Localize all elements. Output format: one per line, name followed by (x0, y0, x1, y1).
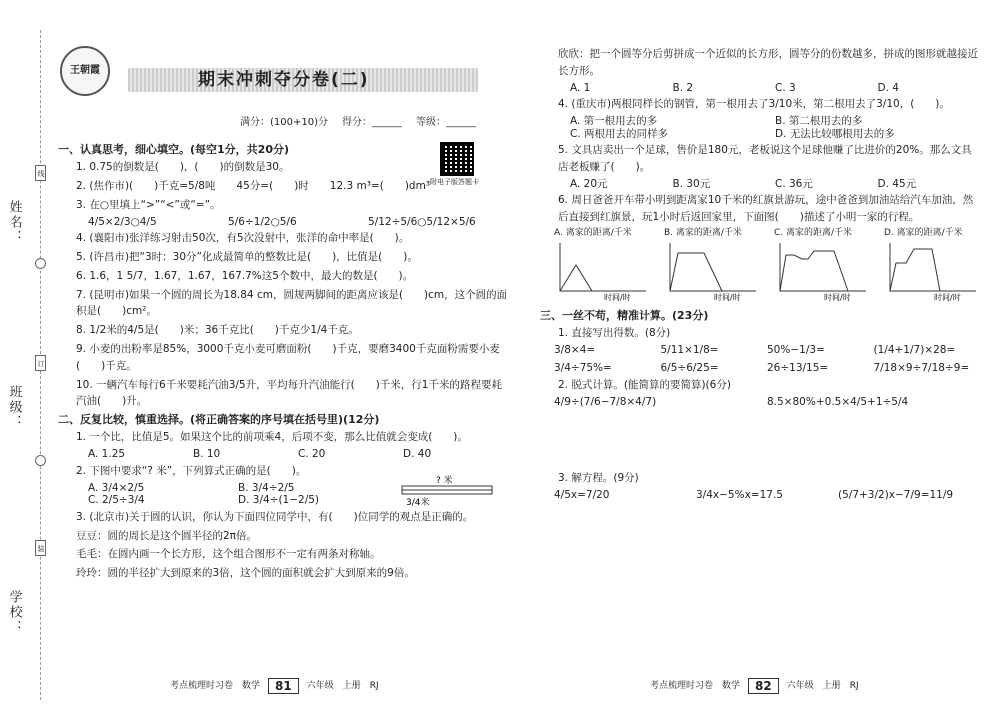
question: 7. (昆明市)如果一个圆的周长为18.84 cm，圆规两脚间的距离应该是( )cm，这个圆的面积是( )cm²。 (76, 288, 508, 318)
x-axis-label: 时间/时 (934, 292, 961, 301)
question: 4. (重庆市)两根同样长的钢管，第一根用去了3/10米，第二根用去了3/10，( )。 (558, 98, 950, 111)
chart-a-plot (554, 239, 650, 301)
question: 5. (许昌市)把“3时：30分”化成最简单的整数比是( )，比值是( )。 (76, 250, 418, 263)
question: 5. 文具店卖出一个足球，售价是180元，老板说这个足球他赚了比进价的20%。那么文具店老板赚了( )。 (558, 144, 972, 173)
section-2-title: 二、反复比较，慎重选择。(将正确答案的序号填在括号里)(12分) (58, 413, 380, 427)
question: 6. 周日爸爸开车带小明到距离家10千米的红旗景游玩，途中爸爸到加油站给汽车加油，然后直接到红旗景，玩1小时后返回家里，下面图( )描述了小明一家的行程。 (558, 194, 974, 224)
footer-text: 六年级 上册 RJ (306, 680, 379, 691)
work-area[interactable] (540, 408, 980, 468)
footer-text: 考点梳理时习卷 数学 (650, 680, 741, 691)
option: B. 3/4÷2/5 (238, 481, 295, 494)
question: 1. 0.75的倒数是( )，( )的倒数是30。 (76, 161, 290, 174)
binding-hole (35, 258, 46, 269)
calc-row (554, 362, 980, 375)
question: 10. 一辆汽车每行6千米要耗汽油3/5升，平均每升汽油能行( )千米，行1千米的路程要耗汽油( )升。 (76, 378, 502, 408)
compare-row (88, 216, 508, 229)
section-3-title: 三、一丝不苟，精准计算。(23分) (540, 308, 709, 322)
fig-label: 3/4米 (406, 497, 430, 508)
tag-line: 线 (35, 165, 46, 181)
option: A. 1 (570, 81, 591, 94)
options (570, 128, 980, 141)
calc-row (554, 396, 980, 409)
chart-label: D. 离家的距离/千米 (884, 227, 963, 238)
calc-item: 6/5÷6/25= (660, 362, 719, 375)
name-label: 姓名： (6, 200, 22, 245)
compare-item: 4/5×2/3○4/5 (88, 215, 157, 228)
footer-text: 六年级 上册 RJ (786, 680, 859, 691)
chart-c-plot (774, 239, 870, 301)
option: A. 3/4×2/5 (88, 481, 145, 494)
chart-b-plot (664, 239, 760, 301)
segment-figure (398, 474, 498, 508)
chart-c (774, 228, 870, 301)
tag-bind: 订 (35, 355, 46, 371)
grade-field: 等级：______ (416, 117, 476, 128)
header (58, 44, 490, 92)
q2-block (58, 475, 508, 508)
tag-staple: 装 (35, 540, 46, 556)
chart-label: B. 离家的距离/千米 (664, 227, 742, 238)
school-label: 学校： (6, 590, 22, 635)
question: 3. 在○里填上“>”“<”或“=”。 (76, 198, 221, 211)
options (570, 178, 980, 191)
fig-label: ? 米 (436, 475, 453, 486)
part-title: 1. 直接写出得数。(8分) (558, 326, 671, 339)
calc-item: 8.5×80%+0.5×4/5+1÷5/4 (767, 395, 909, 408)
option: B. 2 (672, 81, 694, 94)
option: D. 45元 (877, 177, 917, 190)
calc-item: 3/4÷75%= (554, 362, 612, 375)
footer-left (170, 678, 379, 694)
binding-hole (35, 455, 46, 466)
option: C. 3 (775, 81, 796, 94)
equation-row (554, 489, 980, 502)
compare-item: 5/12÷5/6○5/12×5/6 (368, 215, 476, 228)
option: C. 20 (298, 448, 326, 461)
equation: 3/4x−5%x=17.5 (696, 489, 783, 502)
option: C. 36元 (775, 177, 813, 190)
x-axis-label: 时间/时 (714, 292, 741, 301)
equation: (5/7+3/2)x−7/9=11/9 (838, 489, 954, 502)
question: 6. 1.6，1 5/7，1.67，1.67̇，167.7%这5个数中，最大的数是( )。 (76, 269, 414, 282)
page-title: 期末冲刺夺分卷(二) (198, 70, 370, 90)
chart-label: C. 离家的距离/千米 (774, 227, 853, 238)
question: 3. (北京市)关于圆的认识，你认为下面四位同学中，有( )位同学的观点是正确的。 (76, 510, 474, 523)
option: A. 第一根用去的多 (570, 114, 658, 127)
option: D. 3/4÷(1−2/5) (238, 494, 320, 507)
question: 2. 下图中要求“? 米”，下列算式正确的是( )。 (76, 464, 307, 477)
footer-right (650, 678, 859, 694)
full-score: 满分：(100+10)分 (240, 117, 328, 128)
option: A. 1.25 (88, 448, 126, 461)
calc-item: 50%−1/3= (767, 343, 825, 356)
journey-charts (554, 228, 980, 301)
option: D. 40 (403, 448, 432, 461)
statement: 欣欣：把一个圆等分后剪拼成一个近似的长方形，圆等分的份数越多，拼成的图形就越接近长方形。 (558, 48, 978, 77)
brand-logo: 王朝霞 (60, 46, 110, 96)
question: 9. 小麦的出粉率是85%，3000千克小麦可磨面粉( )千克，要磨3400千克面粉需要小麦( )千克。 (76, 342, 500, 372)
score-field: 得分：______ (342, 117, 402, 128)
options (570, 115, 980, 128)
section-1-title: 一、认真思考，细心填空。(每空1分，共20分) (58, 143, 290, 156)
statement: 玲玲：圆的半径扩大到原来的3倍，这个圆的面积就会扩大到原来的9倍。 (76, 567, 415, 580)
options (88, 482, 388, 495)
calc-row (554, 344, 980, 357)
left-column (58, 140, 508, 584)
options (88, 448, 508, 461)
question: 2. (焦作市)( )千克=5/8吨 45分=( )时 12.3 m³=( )dm³ (76, 179, 431, 192)
statement: 豆豆：圆的周长是这个圆半径的2π倍。 (76, 529, 258, 542)
footer-text: 考点梳理时习卷 数学 (170, 680, 261, 691)
equation: 4/5x=7/20 (554, 489, 610, 502)
options (570, 82, 980, 95)
option: C. 两根用去的同样多 (570, 127, 669, 140)
chart-d-plot (884, 239, 980, 301)
binding-margin (0, 0, 44, 717)
x-axis-label: 时间/时 (824, 292, 851, 301)
calc-item: 3/8×4= (554, 343, 596, 356)
part-title: 2. 脱式计算。(能简算的要简算)(6分) (558, 378, 731, 391)
qr-caption: 附电子版答题卡 (430, 178, 479, 186)
question: 8. 1/2米的4/5是( )米；36千克比( )千克少1/4千克。 (76, 324, 359, 337)
chart-d (884, 228, 980, 301)
chart-a (554, 228, 650, 301)
option: A. 20元 (570, 177, 608, 190)
page-number: 82 (748, 678, 779, 694)
calc-item: 5/11×1/8= (660, 343, 719, 356)
option: C. 2/5÷3/4 (88, 494, 145, 507)
option: D. 4 (877, 81, 899, 94)
class-label: 班级： (6, 385, 22, 430)
option: B. 第二根用去的多 (775, 114, 863, 127)
options (88, 494, 388, 507)
question: 1. 一个比，比值是5。如果这个比的前项乘4，后项不变，那么比值就会变成( )。 (76, 431, 468, 444)
chart-b (664, 228, 760, 301)
calc-item: 26÷13/15= (767, 362, 829, 375)
calc-item: 7/18×9÷7/18÷9= (873, 362, 970, 375)
score-bar (240, 117, 500, 129)
option: D. 无法比较哪根用去的多 (775, 127, 895, 140)
statement: 毛毛：在圆内画一个长方形，这个组合图形不一定有两条对称轴。 (76, 548, 381, 561)
x-axis-label: 时间/时 (604, 292, 631, 301)
option: B. 10 (193, 448, 221, 461)
calc-item: (1/4+1/7)×28= (873, 343, 956, 356)
part-title: 3. 解方程。(9分) (558, 472, 639, 485)
calc-item: 4/9÷(7/6−7/8×4/7) (554, 395, 657, 408)
option: B. 30元 (672, 177, 711, 190)
compare-item: 5/6÷1/2○5/6 (228, 215, 297, 228)
chart-label: A. 离家的距离/千米 (554, 227, 632, 238)
right-column (540, 44, 980, 502)
page-number: 81 (268, 678, 299, 694)
question: 4. (襄阳市)张洋练习射击50次，有5次没射中，张洋的命中率是( )。 (76, 232, 410, 245)
